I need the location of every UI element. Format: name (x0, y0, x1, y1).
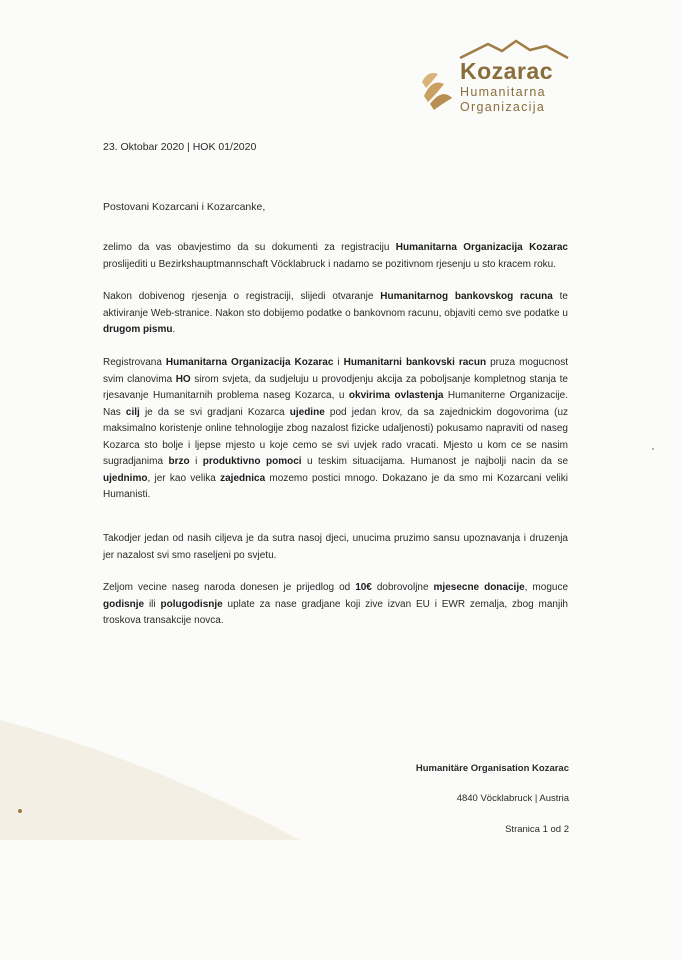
emphasis: Humanitarna Organizacija Kozarac (395, 242, 568, 253)
paragraph-bank-account (103, 289, 568, 339)
emphasis: Humanitarnog bankovskog racuna (380, 291, 553, 302)
text-run: zelimo da vas obavjestimo da su dokumenti za registraciju (103, 242, 396, 253)
text-run: ili (144, 598, 161, 610)
organization-logo (418, 38, 578, 116)
paragraph-next-generation (103, 531, 568, 564)
text-run: te aktiviranje Web-stranice. Nakon sto dobijemo podatke o bankovnom racunu, objaviti cemo sve podatke u (103, 291, 568, 319)
text-run: pruza mogucnost svim clanovima (103, 357, 568, 385)
page-number: Stranica 1 od 2 (505, 824, 569, 835)
emphasis: ujedine (289, 406, 325, 418)
paragraph-mission (103, 355, 568, 504)
footer-organization: Humanitäre Organisation Kozarac (415, 763, 569, 774)
paragraph-donation (103, 580, 568, 630)
emphasis: drugom pismu (103, 324, 173, 335)
emphasis: cilj (125, 406, 140, 418)
emphasis: ujednimo (103, 472, 148, 484)
emphasis: godisnje (103, 598, 145, 610)
emphasis: okvirima ovlastenja (348, 390, 444, 401)
text-run: je da se svi gradjani Kozarca (139, 406, 290, 418)
footer-address: 4840 Vöcklabruck | Austria (456, 793, 569, 804)
text-run: Nakon dobivenog rjesenja o registraciji, slijedi otvaranje (103, 291, 381, 302)
emphasis: Humanitarna Organizacija Kozarac (165, 357, 334, 368)
text-run: i (333, 357, 344, 368)
salutation: Postovani Kozarcani i Kozarcanke, (103, 201, 266, 213)
text-run: dobrovoljne (371, 582, 434, 593)
paragraph-registration (103, 240, 568, 273)
text-run: Takodjer jedan od nasih ciljeva je da sutra nasoj djeci, unucima pruzimo sansu upoznavanja i druzenja jer nazalost svi smo raseljeni po svjetu. (103, 533, 568, 561)
emphasis: HO (175, 373, 191, 385)
emphasis: produktivno pomoci (202, 456, 302, 467)
logo-subtitle-line2: Organizacija (460, 100, 546, 114)
logo-subtitle-line1: Humanitarna (460, 85, 546, 99)
emphasis: 10€ (355, 582, 372, 593)
emphasis: zajednica (220, 472, 266, 484)
text-run: Humaniterne Organizacije. Nas (103, 390, 569, 418)
date-reference-line: 23. Oktobar 2020 | HOK 01/2020 (103, 141, 257, 153)
logo-name: Kozarac (460, 58, 553, 84)
text-run: u teskim situacijama. Humanost je najbolji nacin da se (301, 456, 569, 467)
text-run: mozemo postici mnogo. Dokazano je da smo mi Kozarcani veliki Humanisti. (103, 472, 568, 500)
emphasis: Humanitarni bankovski racun (343, 357, 487, 368)
text-run: , jer kao velika (147, 472, 221, 484)
scan-speck (18, 809, 22, 813)
text-run: , moguce (524, 582, 569, 593)
text-run: . (172, 324, 176, 335)
decorative-swoosh (0, 700, 320, 860)
text-run: proslijediti u Bezirkshauptmannschaft Vöcklabruck i nadamo se pozitivnom rjesenju u sto kracem roku. (103, 258, 556, 270)
text-run: Registrovana (103, 357, 166, 368)
text-run: pod jedan krov, da sa zajednickim dogovorima (uz maksimalno koristenje online tehnologije zbog nazalost fizicke udaljenosti) pokusamo napraviti od naseg Kozarca sto bolje i ljepse mjesto u koje cemo se svi uvjek rado vracati. Mjesto u kom ce se nasim sugradjanima (103, 406, 569, 467)
text-run: uplate za nase gradjane koji zive izvan EU i EWR zemalja, zbog manjih troskova transakcije novca. (103, 598, 568, 626)
emphasis: brzo (168, 456, 190, 467)
text-run: sirom svjeta, da sudjeluju u provodjenju akcija za poboljsanje kompletnog stanja te rjesavanje Humanitarnih problema naseg Kozarca, u (103, 373, 568, 401)
emphasis: mjesecne donacije (433, 582, 525, 593)
scan-speck (652, 448, 654, 450)
emphasis: polugodisnje (160, 598, 223, 610)
text-run: Zeljom vecine naseg naroda donesen je prijedlog od (103, 582, 356, 593)
text-run: i (189, 456, 203, 467)
